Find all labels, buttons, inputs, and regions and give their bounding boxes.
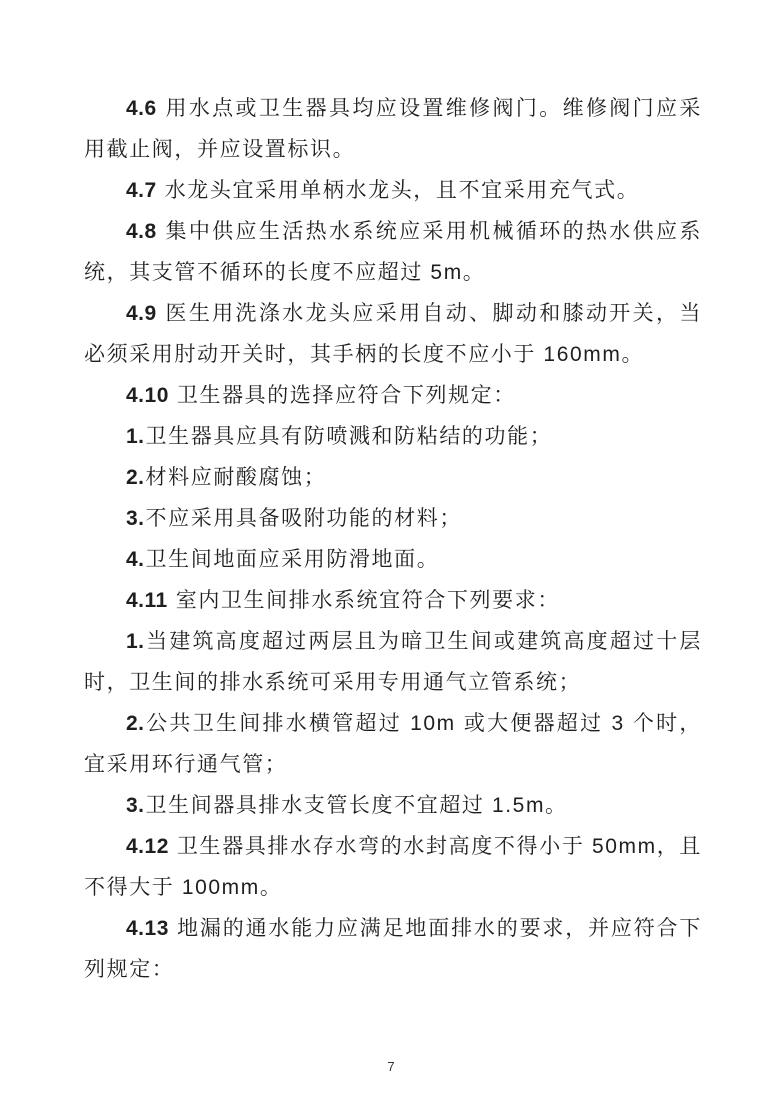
clause-number: 4.10 (126, 384, 169, 407)
clause-paragraph (84, 170, 702, 211)
list-item-paragraph (84, 457, 702, 498)
clause-number: 4.13 (126, 917, 169, 940)
clause-paragraph (84, 211, 702, 293)
paragraph-text: 卫生器具排水存水弯的水封高度不得小于 50mm，且不得大于 100mm。 (84, 835, 702, 899)
list-item-paragraph (84, 416, 702, 457)
paragraph-text: 室内卫生间排水系统宜符合下列要求： (175, 589, 560, 612)
paragraph-text: 当建筑高度超过两层且为暗卫生间或建筑高度超过十层时，卫生间的排水系统可采用专用通气立管系统； (84, 630, 702, 694)
paragraph-text: 水龙头宜采用单柄水龙头，且不宜采用充气式。 (164, 179, 640, 202)
item-number: 3. (126, 794, 145, 817)
clause-paragraph (84, 826, 702, 908)
clause-paragraph (84, 908, 702, 990)
paragraph-text: 卫生器具的选择应符合下列规定： (176, 384, 516, 407)
item-number: 1. (126, 425, 145, 448)
list-item-paragraph (84, 785, 702, 826)
list-item-paragraph (84, 621, 702, 703)
clause-number: 4.8 (126, 220, 157, 243)
clause-number: 4.6 (126, 97, 157, 120)
page-number: 7 (387, 1059, 395, 1074)
paragraph-text: 地漏的通水能力应满足地面排水的要求，并应符合下列规定： (84, 917, 702, 981)
paragraph-text: 卫生器具应具有防喷溅和防粘结的功能； (145, 425, 553, 448)
item-number: 2. (126, 712, 145, 735)
item-number: 3. (126, 507, 145, 530)
paragraph-text: 用水点或卫生器具均应设置维修阀门。维修阀门应采用截止阀，并应设置标识。 (84, 97, 702, 161)
paragraph-text: 集中供应生活热水系统应采用机械循环的热水供应系统，其支管不循环的长度不应超过 5m。 (84, 220, 702, 284)
list-item-paragraph (84, 498, 702, 539)
paragraph-text: 卫生间地面应采用防滑地面。 (145, 548, 440, 571)
item-number: 1. (126, 630, 145, 653)
paragraph-text: 卫生间器具排水支管长度不宜超过 1.5m。 (145, 794, 568, 817)
item-number: 2. (126, 466, 145, 489)
clause-number: 4.12 (126, 835, 169, 858)
list-item-paragraph (84, 703, 702, 785)
paragraph-text: 材料应耐酸腐蚀； (145, 466, 327, 489)
document-body (84, 88, 702, 990)
paragraph-text: 不应采用具备吸附功能的材料； (145, 507, 462, 530)
clause-number: 4.7 (126, 179, 157, 202)
clause-paragraph (84, 88, 702, 170)
clause-paragraph (84, 580, 702, 621)
list-item-paragraph (84, 539, 702, 580)
item-number: 4. (126, 548, 145, 571)
paragraph-text: 公共卫生间排水横管超过 10m 或大便器超过 3 个时，宜采用环行通气管； (84, 712, 702, 776)
clause-paragraph (84, 375, 702, 416)
clause-paragraph (84, 293, 702, 375)
clause-number: 4.9 (126, 302, 157, 325)
paragraph-text: 医生用洗涤水龙头应采用自动、脚动和膝动开关，当必须采用肘动开关时，其手柄的长度不应小于 160mm。 (84, 302, 702, 366)
clause-number: 4.11 (126, 589, 168, 612)
